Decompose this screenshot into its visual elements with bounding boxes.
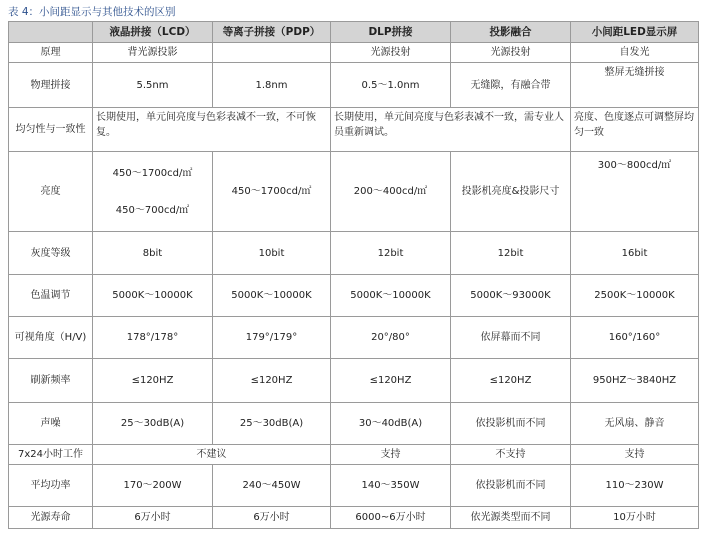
table-caption: 表 4：小间距显示与其他技术的区别 [8,6,176,18]
row-label: 7x24小时工作 [9,445,93,465]
table-cell: 2500K～10000K [571,275,699,317]
table-cell: 1.8nm [213,63,331,108]
table-cell: 170～200W [93,465,213,507]
header-cell-led: 小间距LED显示屏 [571,22,699,43]
table-row-uniformity [9,108,699,152]
brightness-value-b: 450～700cd/㎡ [115,204,190,216]
table-cell: 5.5nm [93,63,213,108]
table-cell: 0.5～1.0nm [331,63,451,108]
table-cell: 整屏无缝拼接 [571,63,699,108]
row-label: 声噪 [9,403,93,445]
row-label: 均匀性与一致性 [9,108,93,152]
comparison-table [8,21,699,529]
row-label: 原理 [9,43,93,63]
table-row-brightness [9,152,699,232]
table-cell: 无缝隙，有融合带 [451,63,571,108]
table-cell: 6万小时 [213,507,331,529]
table-cell: 6000~6万小时 [331,507,451,529]
table-cell: 950HZ～3840HZ [571,359,699,403]
table-cell: 179°/179° [213,317,331,359]
table-row-refresh [9,359,699,403]
table-cell: 5000K～10000K [213,275,331,317]
table-cell: 12bit [451,232,571,275]
table-cell: 20°/80° [331,317,451,359]
table-cell [93,152,213,232]
table-cell: 依投影机而不同 [451,465,571,507]
table-cell: 5000K～93000K [451,275,571,317]
header-cell-dlp: DLP拼接 [331,22,451,43]
table-cell: 支持 [571,445,699,465]
row-label: 色温调节 [9,275,93,317]
table-cell: 30～40dB(A) [331,403,451,445]
table-row-7x24 [9,445,699,465]
table-cell: ≤120HZ [331,359,451,403]
brightness-value-a: 450～1700cd/㎡ [112,167,193,179]
table-cell: 不建议 [93,445,331,465]
table-cell: 不支持 [451,445,571,465]
table-cell: 光源投射 [331,43,451,63]
table-row-noise [9,403,699,445]
header-cell-projection: 投影融合 [451,22,571,43]
table-cell [213,43,331,63]
table-cell: 450～1700cd/㎡ [213,152,331,232]
table-cell: ≤120HZ [213,359,331,403]
table-cell: 12bit [331,232,451,275]
table-cell: 5000K～10000K [331,275,451,317]
row-label: 光源寿命 [9,507,93,529]
table-row-life [9,507,699,529]
table-cell: 长期使用，单元间亮度与色彩表减不一致，不可恢复。 [93,108,331,152]
header-cell-empty [9,22,93,43]
table-cell: 200～400cd/㎡ [331,152,451,232]
table-cell: 25～30dB(A) [93,403,213,445]
header-cell-lcd: 液晶拼接（LCD） [93,22,213,43]
table-row-power [9,465,699,507]
table-cell: 10bit [213,232,331,275]
header-cell-pdp: 等离子拼接（PDP） [213,22,331,43]
table-cell: 无风扇、静音 [571,403,699,445]
table-row-view-angle [9,317,699,359]
table-cell: 16bit [571,232,699,275]
table-cell: 178°/178° [93,317,213,359]
table-cell: 支持 [331,445,451,465]
table-cell: 依光源类型而不同 [451,507,571,529]
table-cell: 长期使用，单元间亮度与色彩表减不一致，需专业人员重新调试。 [331,108,571,152]
table-row-color-temp [9,275,699,317]
table-cell: 背光源投影 [93,43,213,63]
table-cell: 240～450W [213,465,331,507]
table-cell: 140～350W [331,465,451,507]
table-cell: 110～230W [571,465,699,507]
table-cell: 依屏幕而不同 [451,317,571,359]
table-cell: 5000K～10000K [93,275,213,317]
table-cell: 160°/160° [571,317,699,359]
table-cell: 300～800cd/㎡ [571,152,699,232]
table-cell: 25～30dB(A) [213,403,331,445]
table-cell: 10万小时 [571,507,699,529]
table-cell: 自发光 [571,43,699,63]
table-cell: ≤120HZ [93,359,213,403]
row-label: 亮度 [9,152,93,232]
header-row [9,22,699,43]
table-cell: 8bit [93,232,213,275]
row-label: 平均功率 [9,465,93,507]
row-label: 灰度等级 [9,232,93,275]
row-label: 物理拼接 [9,63,93,108]
row-label: 刷新频率 [9,359,93,403]
table-cell: 投影机亮度&投影尺寸 [451,152,571,232]
table-cell: 6万小时 [93,507,213,529]
table-cell: 亮度、色度逐点可调整屏均匀一致 [571,108,699,152]
table-row-principle [9,43,699,63]
table-row-gray [9,232,699,275]
table-cell: ≤120HZ [451,359,571,403]
row-label: 可视角度（H/V) [9,317,93,359]
table-cell: 依投影机而不同 [451,403,571,445]
table-row-seam [9,63,699,108]
table-cell: 光源投射 [451,43,571,63]
